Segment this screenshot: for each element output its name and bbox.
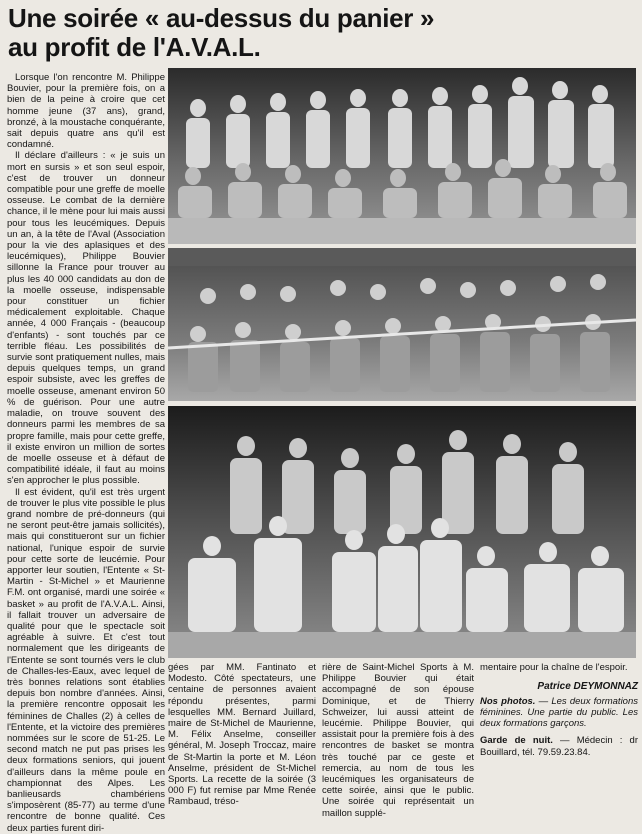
headline-line-2: au profit de l'A.V.A.L. xyxy=(8,32,261,62)
headline xyxy=(8,4,638,62)
paragraph: Il est évident, qu'il est très urgent de trouver le plus vite possible le plus grand nombre de pré-donneurs (qui ne seront peut-être jamais sollicités), mais qui constitueront sur un fichier national, l'unique espoir de survie pour cette sorte de leucémie. Pour apporter leur soutien, l'Entente « St-Martin - St-Michel » et Maurienne F.M. ont organisé, mardi une soirée « basket » au profit de l'A.V.A.L. Ainsi, il fallait trouver un adversaire de qualité pour que le spectacle soit agréable à suivre. Et c'est tout normalement que les dirigeants de l'Entente se sont tournés vers le club de Challes-les-Eaux, avec lequel de très bonnes relations sont établies depuis bon nombre d'années. Ainsi, la première rencontre opposait les féminines de Challes (2) à celles de l'Entente, et la victoire des premières nommées sur le score de 51-25. Le second match ne put pas prises les deux formations seniors, qui jouent d'ailleurs dans la même poule en championnat des Alpes. Les banlieusards chambériens s'imposèrent (85-77) au terme d'une rencontre de bonne qualité. Ces deux parties furent diri- xyxy=(7,486,165,834)
garde-lead: Garde de nuit. xyxy=(480,735,553,747)
paragraph: mentaire pour la chaîne de l'espoir. xyxy=(480,662,628,673)
article-column-bottom-3 xyxy=(480,662,638,758)
paragraph: rière de Saint-Michel Sports à M. Philippe Bouvier qui était accompagné de son épouse Dominique, et de Thierry Schweizer, lui aussi atteint de leucémie. Philippe Bouvier, qui assistait pour la première fois à des rencontres de basket se montra très touché par ce geste et remercia, au nom de tous les leucémiques les organisateurs de cette soirée, ainsi que le public. Une soirée qui représentait un maillon supplé- xyxy=(322,662,474,819)
article-column-bottom-2 xyxy=(322,662,474,819)
article-column-left xyxy=(7,72,165,834)
photo-girls-teams xyxy=(168,406,636,658)
paragraph: Lorsque l'on rencontre M. Philippe Bouvier, pour la première fois, on a bien de la peine à croire que cet homme jeune (37 ans), grand, bronzé, à la moustache conquérante, sait depuis quatre ans qu'il est condamné. xyxy=(7,72,165,151)
author-signature: Patrice DEYMONNAZ xyxy=(537,681,638,693)
garde-text: — Médecin : dr Bouillard, tél. 79.59.23.84. xyxy=(480,735,638,758)
paragraph: Il déclare d'ailleurs : « je suis un mort en sursis » et son seul espoir, c'est de trouver un donneur compatible pour une greffe de moelle osseuse. Le combat de la dernière chance, il le mène pour lui mais aussi pour tous les leucémiques. Depuis un an, à la tête de l'Aval (Association pour la vie des aplasiques et des leucémiques), Philippe Bouvier sillonne la France pour trouver au plus les 40 000 candidats au don de la moelle osseuse, indispensable pour constituer un fichier médicalement exploitable. Chaque année, 4 000 Français - (beaucoup d'enfants) - sont touchés par ce terrible fléau. Les possibilités de survie sont pratiquement nulles, mais depuis quelques temps, un grand espoir subsiste, avec les greffes de moelle osseuse, amenant environ 50 % de guérison. Pour une autre maladie, on trouve souvent des donneurs parmi les membres de sa propre famille, mais pour cette greffe, il existe environ un million de sortes de moelle osseuse et à défaut de compatibilité idéale, il faut au moins s'en approcher le plus possible. xyxy=(7,150,165,487)
caption-text: — Les deux formations féminines. Une partie du public. Les deux formations garçons. xyxy=(480,696,639,730)
article-column-bottom-1 xyxy=(168,662,316,808)
night-duty-notice xyxy=(480,735,638,757)
photo-public xyxy=(168,248,636,401)
caption-lead: Nos photos. xyxy=(480,696,536,708)
photo-caption xyxy=(480,696,638,729)
headline-line-1: Une soirée « au-dessus du panier » xyxy=(8,3,435,33)
photo-boys-teams xyxy=(168,68,636,244)
paragraph: gées par MM. Fantinato et Modesto. Côté spectateurs, une centaine de personnes avaient répondu présentes, parmi lesquelles MM. Bernard Juillard, maire de St-Michel de Maurienne, M. Félix Anselme, conseiller général, M. Joseph Troccaz, maire de St-Martin la porte et M. Léon Anselme, président de St-Michel Sports. La recette de la soirée (3 000 F) fut remise par Mme Renée Rambaud, tréso- xyxy=(168,662,316,808)
